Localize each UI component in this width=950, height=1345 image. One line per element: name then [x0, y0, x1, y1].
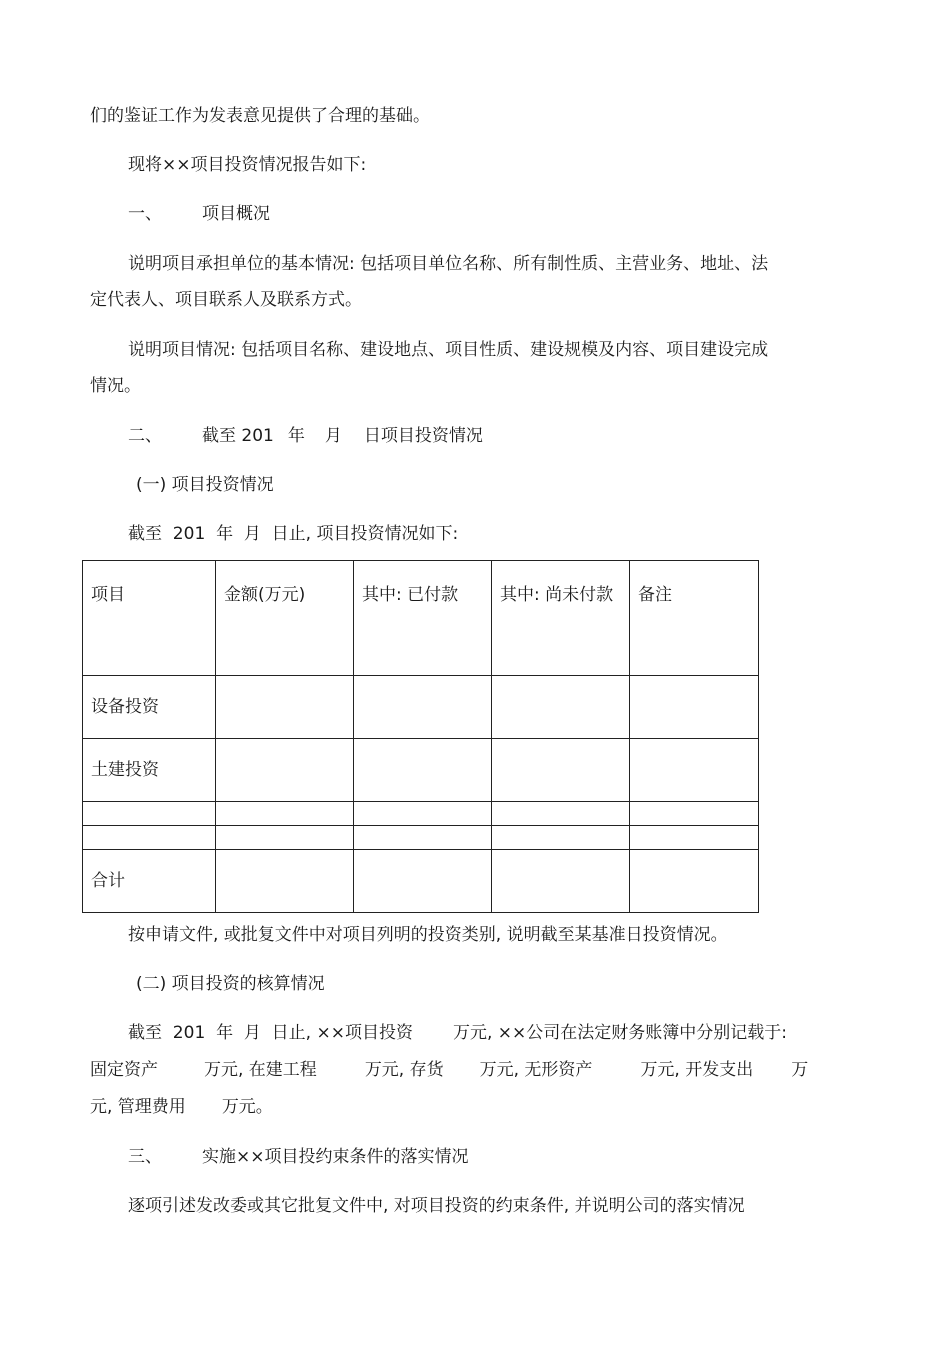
table-cell — [630, 850, 759, 913]
paragraph-accounting-end: 元, 管理费用 万元。 — [90, 1097, 273, 1117]
table-cell — [492, 739, 630, 802]
table-total-row — [83, 850, 759, 913]
table-header-cell: 备注 — [630, 561, 759, 676]
table-cell — [492, 826, 630, 850]
table-cell — [216, 739, 354, 802]
table-cell — [630, 802, 759, 826]
section-heading-3 — [128, 1145, 469, 1169]
table-cell: 合计 — [83, 850, 216, 913]
section-heading-2: 二、 截至 201 年 月 日项目投资情况 — [128, 426, 483, 446]
paragraph-investment-category: 按申请文件, 或批复文件中对项目列明的投资类别, 说明截至某基准日投资情况。 — [128, 925, 728, 945]
section-number: 二、 — [128, 426, 162, 446]
paragraph-intro: 现将××项目投资情况报告如下: — [128, 155, 367, 175]
paragraph-continuation: 们的鉴证工作为发表意见提供了合理的基础。 — [90, 106, 430, 126]
table-cell — [216, 850, 354, 913]
table-cell — [216, 676, 354, 739]
table-cell — [354, 826, 492, 850]
paragraph-unit-info-cont: 定代表人、项目联系人及联系方式。 — [90, 290, 362, 310]
table-cell — [216, 802, 354, 826]
paragraph-project-info-cont: 情况。 — [90, 376, 141, 396]
paragraph-accounting-cont: 固定资产 万元, 在建工程 万元, 存货 万元, 无形资产 万元, 开发支出 万 — [90, 1060, 809, 1080]
table-row — [83, 676, 759, 739]
table-cell — [354, 850, 492, 913]
section-heading-1 — [128, 202, 270, 226]
table-row — [83, 739, 759, 802]
table-row — [83, 802, 759, 826]
table-cell — [630, 676, 759, 739]
table-cell — [83, 802, 216, 826]
section-title: 项目概况 — [202, 204, 270, 224]
table-cell — [630, 739, 759, 802]
section-number: 一、 — [128, 204, 162, 224]
section-number: 三、 — [128, 1147, 162, 1167]
paragraph-accounting: 截至 201 年 月 日止, ××项目投资 万元, ××公司在法定财务账簿中分别记载于: — [128, 1023, 788, 1043]
paragraph-unit-info: 说明项目承担单位的基本情况: 包括项目单位名称、所有制性质、主营业务、地址、法 — [128, 254, 769, 274]
table-cell — [354, 676, 492, 739]
table-cell — [492, 850, 630, 913]
subsection-heading-2: (二) 项目投资的核算情况 — [136, 974, 325, 994]
table-header-cell: 项目 — [83, 561, 216, 676]
table-cell — [216, 826, 354, 850]
table-header-cell: 金额(万元) — [216, 561, 354, 676]
table-cell — [492, 676, 630, 739]
table-cell — [83, 826, 216, 850]
subsection-heading-1: (一) 项目投资情况 — [136, 475, 274, 495]
table-cell — [354, 802, 492, 826]
table-cell — [492, 802, 630, 826]
table-cell — [354, 739, 492, 802]
paragraph-table-intro: 截至 201 年 月 日止, 项目投资情况如下: — [128, 524, 459, 544]
table-row — [83, 826, 759, 850]
table-cell: 设备投资 — [83, 676, 216, 739]
table-header-row — [83, 561, 759, 676]
table-cell — [630, 826, 759, 850]
table-cell: 土建投资 — [83, 739, 216, 802]
section-title: 实施××项目投约束条件的落实情况 — [202, 1147, 469, 1167]
paragraph-constraints: 逐项引述发改委或其它批复文件中, 对项目投资的约束条件, 并说明公司的落实情况 — [128, 1196, 745, 1216]
table-header-cell: 其中: 尚未付款 — [492, 561, 630, 676]
table-header-cell: 其中: 已付款 — [354, 561, 492, 676]
investment-table — [82, 560, 759, 913]
paragraph-project-info: 说明项目情况: 包括项目名称、建设地点、项目性质、建设规模及内容、项目建设完成 — [128, 340, 769, 360]
